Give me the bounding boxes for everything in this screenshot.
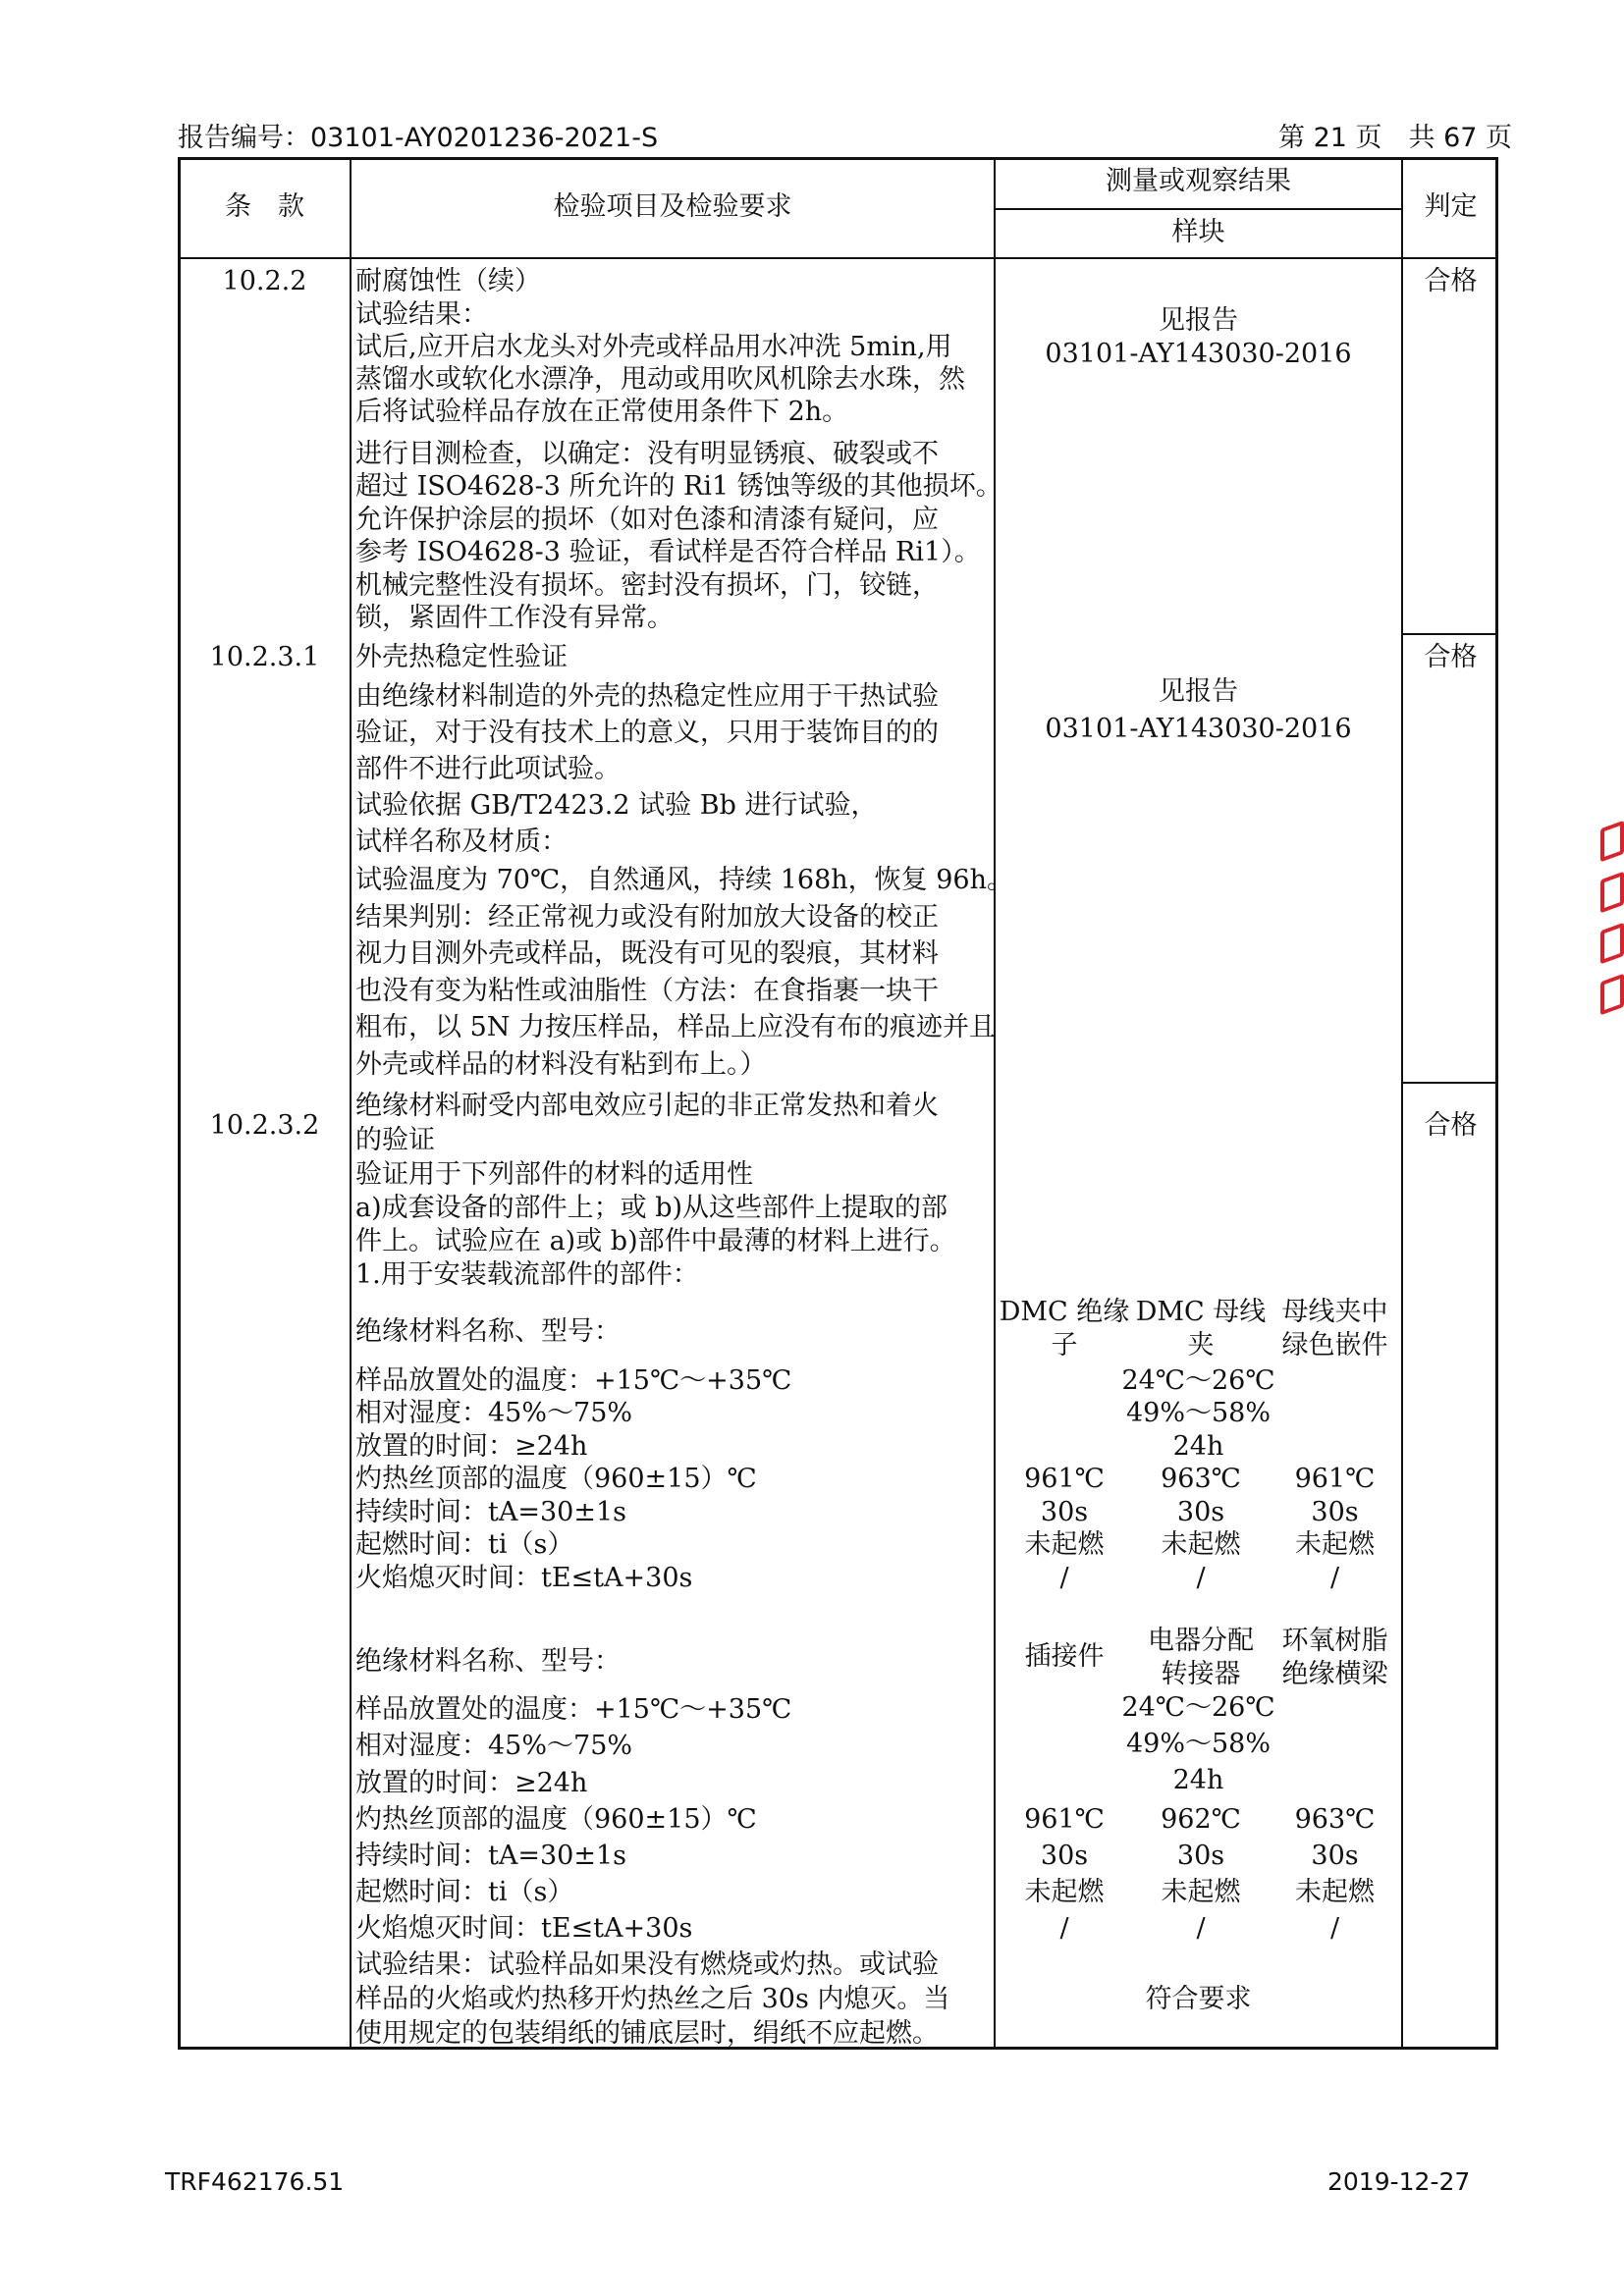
- conditioning-time: 24h: [1172, 1765, 1224, 1795]
- glow-wire-temp: 963℃: [1294, 1804, 1376, 1835]
- conditioning-time: 24h: [1172, 1431, 1224, 1462]
- item-line: 参考 ISO4628-3 验证，看试样是否符合样品 Ri1）。: [355, 537, 981, 567]
- material-name-label: 绝缘材料名称、型号：: [355, 1316, 621, 1347]
- item-line: 部件不进行此项试验。: [355, 754, 621, 784]
- col-divider-1: [350, 157, 352, 2050]
- item-line: 进行目测检查，以确定：没有明显锈痕、破裂或不: [355, 439, 939, 469]
- seal-stamp-edge: [1597, 825, 1622, 1031]
- glow-wire-temp-label: 灼热丝顶部的温度（960±15）℃: [355, 1464, 757, 1494]
- ignition: 未起燃: [1024, 1877, 1105, 1907]
- header-sample: 样块: [1171, 217, 1225, 247]
- col-divider-3: [1401, 157, 1403, 2050]
- conditioning-time-label: 放置的时间：≥24h: [355, 1768, 588, 1798]
- material-name: 夹: [1187, 1330, 1215, 1361]
- ignition: 未起燃: [1161, 1529, 1241, 1560]
- duration: 30s: [1040, 1841, 1089, 1871]
- report-number: 报告编号：03101-AY0201236-2021-S: [178, 123, 659, 153]
- ignition-time-label: 起燃时间：ti（s）: [355, 1877, 574, 1907]
- extinction-time-label: 火焰熄灭时间：tE≤tA+30s: [355, 1563, 693, 1593]
- extinction: /: [1329, 1563, 1340, 1593]
- verdict-2: 合格: [1424, 642, 1478, 672]
- conclusion-line: 试验结果：试验样品如果没有燃烧或灼热。或试验: [355, 1949, 939, 1980]
- extinction: /: [1196, 1913, 1206, 1944]
- material-name: 绿色嵌件: [1281, 1330, 1388, 1361]
- item-line: 超过 ISO4628-3 所允许的 Ri1 锈蚀等级的其他损坏。: [355, 471, 1002, 502]
- conclusion-result: 符合要求: [1145, 1984, 1252, 2014]
- conditioning-time-label: 放置的时间：≥24h: [355, 1431, 588, 1462]
- header-sub-divider: [994, 208, 1401, 210]
- ignition: 未起燃: [1161, 1877, 1241, 1907]
- duration: 30s: [1311, 1497, 1359, 1527]
- material-name-label: 绝缘材料名称、型号：: [355, 1646, 621, 1677]
- item-line: 的验证: [355, 1125, 435, 1155]
- ignition: 未起燃: [1024, 1529, 1105, 1560]
- ignition: 未起燃: [1295, 1877, 1375, 1907]
- glow-wire-temp: 961℃: [1024, 1464, 1105, 1494]
- glow-wire-temp: 961℃: [1024, 1804, 1105, 1835]
- page-info: 第 21 页 共 67 页: [1278, 123, 1513, 153]
- item-line: 试验依据 GB/T2423.2 试验 Bb 进行试验，: [355, 790, 878, 821]
- extinction: /: [1329, 1913, 1340, 1944]
- item-line: 允许保护涂层的损坏（如对色漆和清漆有疑问，应: [355, 505, 939, 535]
- material-name: 子: [1051, 1330, 1078, 1361]
- header-verdict: 判定: [1424, 191, 1478, 222]
- glow-wire-temp: 961℃: [1294, 1464, 1376, 1494]
- material-name: 电器分配: [1148, 1626, 1254, 1656]
- extinction: /: [1059, 1913, 1069, 1944]
- item-line: 验证，对于没有技术上的意义，只用于装饰目的的: [355, 718, 939, 748]
- material-name: 绝缘横梁: [1281, 1659, 1388, 1689]
- material-name: DMC 绝缘: [999, 1297, 1130, 1327]
- item-line: 件上。试验应在 a)或 b)部件中最薄的材料上进行。: [355, 1226, 956, 1256]
- duration: 30s: [1176, 1497, 1225, 1527]
- verdict-divider-1: [1401, 633, 1498, 635]
- sample-temp-label: 样品放置处的温度：+15℃～+35℃: [355, 1694, 792, 1725]
- material-name: 转接器: [1161, 1659, 1241, 1689]
- extinction: /: [1059, 1563, 1069, 1593]
- item-line: 也没有变为粘性或油脂性（方法：在食指裹一块干: [355, 976, 939, 1006]
- duration: 30s: [1311, 1841, 1359, 1871]
- item-line: 绝缘材料耐受内部电效应引起的非正常发热和着火: [355, 1091, 939, 1121]
- verdict-divider-2: [1401, 1082, 1498, 1084]
- item-line: 外壳或样品的材料没有粘到布上。）: [355, 1049, 767, 1080]
- duration: 30s: [1040, 1497, 1089, 1527]
- sample-temp-label: 样品放置处的温度：+15℃～+35℃: [355, 1365, 792, 1396]
- material-name: DMC 母线: [1135, 1297, 1267, 1327]
- result-report-number: 03101-AY143030-2016: [1045, 714, 1352, 744]
- result-report-number: 03101-AY143030-2016: [1045, 339, 1352, 369]
- ignition: 未起燃: [1295, 1529, 1375, 1560]
- duration-label: 持续时间：tA=30±1s: [355, 1497, 626, 1527]
- ignition-time-label: 起燃时间：ti（s）: [355, 1529, 574, 1560]
- glow-wire-temp: 963℃: [1161, 1464, 1241, 1494]
- item-line: 1.用于安装载流部件的部件：: [355, 1259, 699, 1290]
- header-item: 检验项目及检验要求: [553, 191, 792, 222]
- material-name: 插接件: [1024, 1641, 1105, 1672]
- conclusion-line: 使用规定的包装绢纸的铺底层时，绢纸不应起燃。: [355, 2018, 939, 2049]
- result-see-report: 见报告: [1159, 305, 1238, 336]
- clause-10-2-3-1: 10.2.3.1: [209, 642, 320, 672]
- conditioning-humidity: 49%～58%: [1125, 1729, 1272, 1759]
- item-line: 外壳热稳定性验证: [355, 642, 568, 672]
- item-line: 锁，紧固件工作没有异常。: [355, 603, 674, 633]
- item-line: 粗布，以 5N 力按压样品，样品上应没有布的痕迹并且: [355, 1012, 996, 1042]
- verdict-3: 合格: [1424, 1110, 1478, 1141]
- humidity-label: 相对湿度：45%～75%: [355, 1731, 633, 1761]
- duration-label: 持续时间：tA=30±1s: [355, 1841, 626, 1871]
- header-bottom-rule: [178, 257, 1498, 259]
- report-date: 2019-12-27: [1327, 2167, 1471, 2196]
- conditioning-humidity: 49%～58%: [1125, 1398, 1272, 1428]
- header-result: 测量或观察结果: [1106, 166, 1291, 196]
- humidity-label: 相对湿度：45%～75%: [355, 1398, 633, 1428]
- item-line: 视力目测外壳或样品，既没有可见的裂痕，其材料: [355, 938, 939, 969]
- item-line: 试验结果：: [355, 299, 488, 330]
- material-name: 母线夹中: [1281, 1297, 1388, 1327]
- item-line: a)成套设备的部件上；或 b)从这些部件上提取的部: [355, 1193, 948, 1223]
- item-line: 结果判别：经正常视力或没有附加放大设备的校正: [355, 902, 939, 933]
- item-line: 验证用于下列部件的材料的适用性: [355, 1159, 753, 1190]
- form-number: TRF462176.51: [165, 2167, 345, 2196]
- conclusion-line: 样品的火焰或灼热移开灼热丝之后 30s 内熄灭。当: [355, 1984, 950, 2014]
- glow-wire-temp: 962℃: [1161, 1804, 1241, 1835]
- extinction: /: [1196, 1563, 1206, 1593]
- item-line: 试后,应开启水龙头对外壳或样品用水冲洗 5min,用: [355, 332, 952, 362]
- clause-10-2-3-2: 10.2.3.2: [209, 1110, 320, 1141]
- item-line: 由绝缘材料制造的外壳的热稳定性应用于干热试验: [355, 681, 939, 712]
- item-line: 试样名称及材质：: [355, 827, 568, 857]
- item-line: 耐腐蚀性（续）: [355, 266, 541, 296]
- conditioning-temp: 24℃～26℃: [1121, 1365, 1275, 1396]
- clause-10-2-2: 10.2.2: [222, 266, 307, 296]
- item-line: 后将试验样品存放在正常使用条件下 2h。: [355, 397, 849, 427]
- verdict-1: 合格: [1424, 266, 1478, 296]
- glow-wire-temp-label: 灼热丝顶部的温度（960±15）℃: [355, 1804, 757, 1835]
- material-name: 环氧树脂: [1281, 1626, 1388, 1656]
- duration: 30s: [1176, 1841, 1225, 1871]
- item-line: 机械完整性没有损坏。密封没有损坏，门，铰链，: [355, 570, 939, 601]
- item-line: 蒸馏水或软化水漂净，甩动或用吹风机除去水珠，然: [355, 364, 965, 395]
- header-clause: 条 款: [225, 191, 304, 222]
- conditioning-temp: 24℃～26℃: [1121, 1692, 1275, 1723]
- result-see-report: 见报告: [1159, 676, 1238, 707]
- item-line: 试验温度为 70℃，自然通风，持续 168h，恢复 96h。: [355, 865, 1013, 895]
- extinction-time-label: 火焰熄灭时间：tE≤tA+30s: [355, 1913, 693, 1944]
